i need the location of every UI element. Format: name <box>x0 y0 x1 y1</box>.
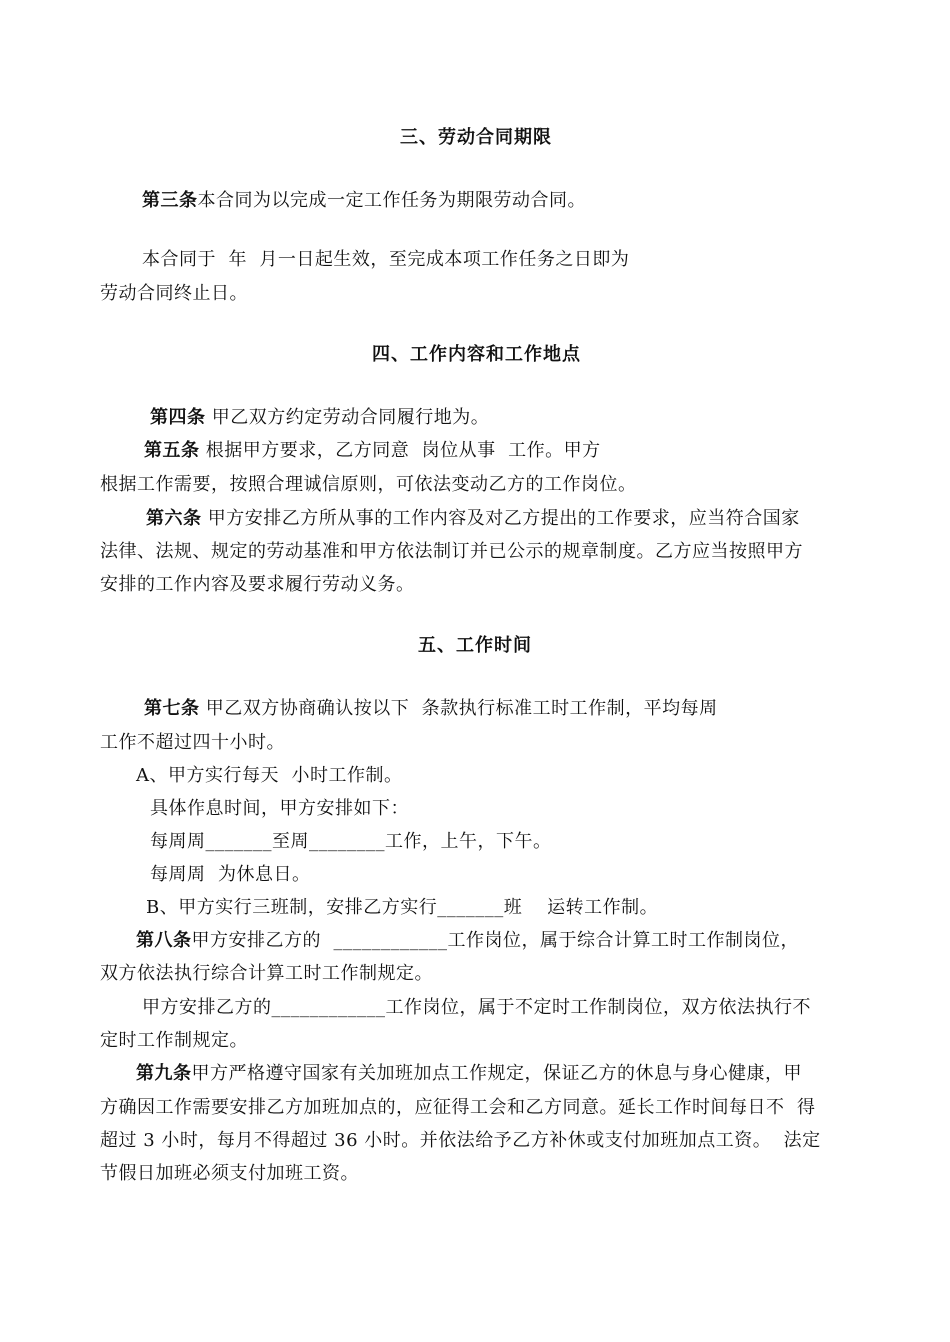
article-3 <box>142 190 586 212</box>
article-8-label: 第八条 <box>136 930 192 951</box>
option-a: A、甲方实行每天 小时工作制。 <box>136 765 403 786</box>
article-3-para2-line1: 本合同于 年 月一日起生效，至完成本项工作任务之日即为 <box>142 249 630 270</box>
article-9-text: 甲方严格遵守国家有关加班加点工作规定，保证乙方的休息与身心健康，甲 <box>191 1063 802 1084</box>
article-5-line2: 根据工作需要，按照合理诚信原则，可依法变动乙方的工作岗位。 <box>100 474 637 495</box>
article-5-text: 根据甲方要求，乙方同意 岗位从事 工作。甲方 <box>199 440 601 461</box>
article-5-label: 第五条 <box>144 440 200 461</box>
article-5 <box>144 440 601 462</box>
option-b: B、甲方实行三班制，安排乙方实行_______班 运转工作制。 <box>146 897 659 918</box>
article-9-line2: 方确因工作需要安排乙方加班加点的，应征得工会和乙方同意。延长工作时间每日不 得 <box>100 1097 816 1118</box>
article-8-para2-line2: 定时工作制规定。 <box>100 1030 248 1051</box>
article-4-label: 第四条 <box>150 407 206 428</box>
article-4 <box>150 407 489 429</box>
article-6-line2: 法律、法规、规定的劳动基准和甲方依法制订并已公示的规章制度。乙方应当按照甲方 <box>100 541 803 562</box>
article-7-line2: 工作不超过四十小时。 <box>100 732 285 753</box>
article-6 <box>146 508 800 530</box>
section-5-heading: 五、工作时间 <box>418 635 532 656</box>
article-8-line2: 双方依法执行综合计算工时工作制规定。 <box>100 963 433 984</box>
article-3-label: 第三条 <box>142 190 198 211</box>
weekly-rest-days: 每周周 为休息日。 <box>150 864 311 885</box>
article-8-text: 甲方安排乙方的 ____________工作岗位，属于综合计算工时工作制岗位， <box>191 930 799 951</box>
section-3-heading: 三、劳动合同期限 <box>400 127 552 148</box>
weekly-work-days: 每周周_______至周________工作，上午，下午。 <box>150 831 552 852</box>
article-7-label: 第七条 <box>144 698 200 719</box>
rest-schedule-intro: 具体作息时间，甲方安排如下： <box>150 798 409 819</box>
article-9-label: 第九条 <box>136 1063 192 1084</box>
article-3-para2-line2: 劳动合同终止日。 <box>100 283 248 304</box>
article-7-text: 甲乙双方协商确认按以下 条款执行标准工时工作制，平均每周 <box>199 698 718 719</box>
article-6-text: 甲方安排乙方所从事的工作内容及对乙方提出的工作要求，应当符合国家 <box>201 508 800 529</box>
article-9-line3: 超过 3 小时，每月不得超过 36 小时。并依法给予乙方补休或支付加班加点工资。 法定 <box>100 1130 821 1151</box>
section-4-heading: 四、工作内容和工作地点 <box>372 344 581 365</box>
article-4-text: 甲乙双方约定劳动合同履行地为。 <box>205 407 490 428</box>
article-7 <box>144 698 718 720</box>
article-6-label: 第六条 <box>146 508 202 529</box>
article-9-line4: 节假日加班必须支付加班工资。 <box>100 1163 359 1184</box>
article-8-para2-line1: 甲方安排乙方的____________工作岗位，属于不定时工作制岗位，双方依法执行不 <box>142 997 811 1018</box>
article-3-text: 本合同为以完成一定工作任务为期限劳动合同。 <box>197 190 586 211</box>
article-6-line3: 安排的工作内容及要求履行劳动义务。 <box>100 574 415 595</box>
article-9 <box>136 1063 802 1085</box>
article-8 <box>136 930 799 952</box>
